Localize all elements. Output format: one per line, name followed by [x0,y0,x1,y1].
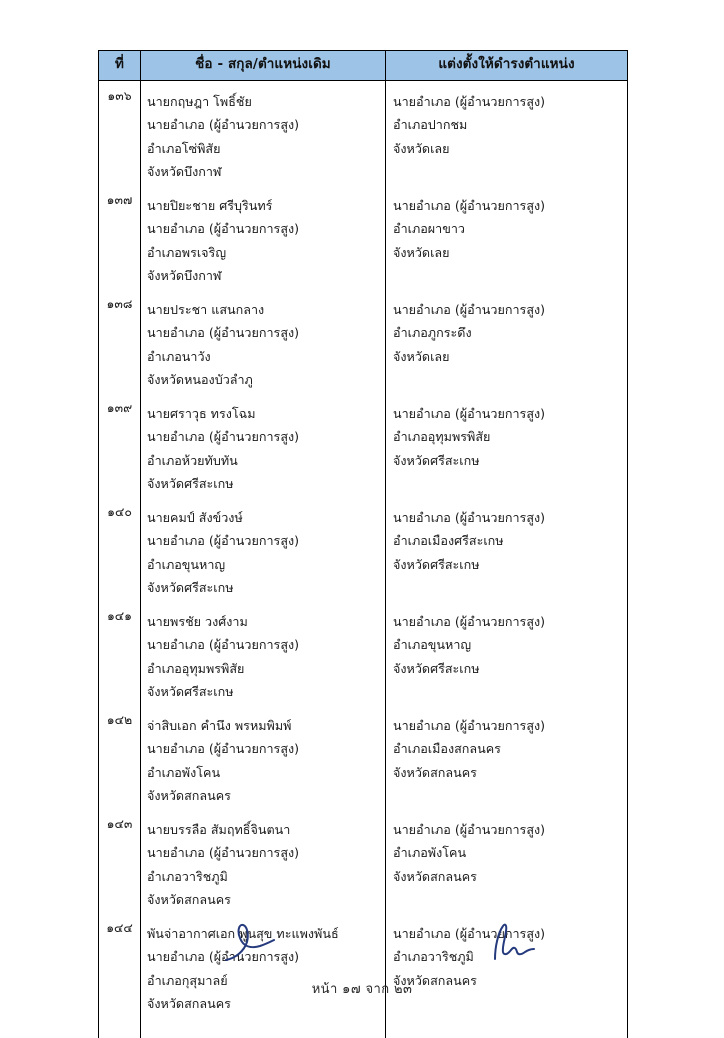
position-title: นายอำเภอ (ผู้อำนวยการสูง) [147,949,300,965]
row-index-value: ๑๓๖ [107,87,132,103]
position-title: นายอำเภอ (ผู้อำนวยการสูง) [393,717,546,733]
person-name: นายบรรลือ สัมฤทธิ์จินตนา [147,821,291,837]
province: จังหวัดสกลนคร [393,972,477,988]
position-title: นายอำเภอ (ผู้อำนวยการสูง) [393,197,546,213]
person-name: จ่าสิบเอก คำนึง พรหมพิมพ์ [147,717,292,733]
district: อำเภอนาวัง [147,348,211,364]
position-title: นายอำเภอ (ผู้อำนวยการสูง) [147,845,300,861]
row-index-value: ๑๔๓ [106,815,133,831]
table-row [99,185,628,289]
row-index-cell [99,185,141,289]
province: จังหวัดศรีสะเกษ [147,476,234,492]
province: จังหวัดบึงกาฬ [147,164,222,180]
position-title: นายอำเภอ (ผู้อำนวยการสูง) [147,533,300,549]
appointment-roster-table [98,50,628,1038]
row-index-cell [99,393,141,497]
row-index-value: ๑๔๑ [106,607,133,623]
province: จังหวัดศรีสะเกษ [147,580,234,596]
row-new-position-cell [386,705,628,809]
row-index-value: ๑๔๔ [106,919,133,935]
district: อำเภออุทุมพรพิสัย [393,429,491,445]
province: จังหวัดเลย [393,244,450,260]
table-row [99,393,628,497]
province: จังหวัดเลย [393,348,450,364]
province: จังหวัดศรีสะเกษ [393,556,480,572]
row-current-position-cell [141,601,386,705]
position-title: นายอำเภอ (ผู้อำนวยการสูง) [393,613,546,629]
province: จังหวัดเลย [393,140,450,156]
district: อำเภอขุนหาญ [393,637,472,653]
column-header-current-position: ชื่อ - สกุล/ตำแหน่งเดิม [141,51,386,81]
position-title: นายอำเภอ (ผู้อำนวยการสูง) [393,93,546,109]
position-title: นายอำเภอ (ผู้อำนวยการสูง) [147,117,300,133]
row-new-position-cell [386,289,628,393]
district: อำเภออุทุมพรพิสัย [147,660,245,676]
page-number-footer: หน้า ๑๗ จาก ๒๓ [311,982,413,997]
position-title: นายอำเภอ (ผู้อำนวยการสูง) [147,637,300,653]
row-index-value: ๑๓๘ [106,295,133,311]
district: อำเภอกุสุมาลย์ [147,972,228,988]
row-current-position-cell [141,705,386,809]
district: อำเภอห้วยทับทัน [147,452,238,468]
position-title: นายอำเภอ (ผู้อำนวยการสูง) [147,741,300,757]
row-index-value: ๑๓๗ [106,191,133,207]
table-rule-tail [99,1017,628,1038]
position-title: นายอำเภอ (ผู้อำนวยการสูง) [393,509,546,525]
row-current-position-cell [141,289,386,393]
person-name: นายประชา แสนกลาง [147,301,265,317]
person-name: นายพรชัย วงศ์งาม [147,613,248,629]
row-new-position-cell [386,393,628,497]
table-header [99,51,628,81]
position-title: นายอำเภอ (ผู้อำนวยการสูง) [393,405,546,421]
district: อำเภอผาขาว [393,221,466,237]
row-new-position-cell [386,497,628,601]
district: อำเภอเมืองศรีสะเกษ [393,533,504,549]
row-current-position-cell [141,497,386,601]
province: จังหวัดศรีสะเกษ [393,660,480,676]
person-name: นายคมป์ สังข์วงษ์ [147,509,243,525]
province: จังหวัดสกลนคร [147,892,231,908]
district: อำเภอขุนหาญ [147,556,226,572]
province: จังหวัดสกลนคร [147,996,231,1012]
province: จังหวัดศรีสะเกษ [393,452,480,468]
district: อำเภอโซ่พิสัย [147,140,221,156]
district: อำเภอพังโคน [147,764,221,780]
table-row [99,913,628,1017]
position-title: นายอำเภอ (ผู้อำนวยการสูง) [393,301,546,317]
district: อำเภอภูกระดึง [393,325,472,341]
table-header-row [99,51,628,81]
row-index-value: ๑๔๒ [106,711,133,727]
table-row [99,497,628,601]
table-row [99,705,628,809]
row-index-cell [99,80,141,185]
province: จังหวัดสกลนคร [147,788,231,804]
district: อำเภอพังโคน [393,845,467,861]
district: อำเภอวาริชภูมิ [147,868,228,884]
row-index-cell [99,601,141,705]
position-title: นายอำเภอ (ผู้อำนวยการสูง) [393,925,546,941]
row-current-position-cell [141,913,386,1017]
row-new-position-cell [386,913,628,1017]
table-row [99,601,628,705]
row-index-value: ๑๓๙ [106,399,133,415]
province: จังหวัดสกลนคร [393,764,477,780]
person-name: นายศราวุธ ทรงโฉม [147,405,256,421]
row-index-cell [99,705,141,809]
row-index-cell [99,913,141,1017]
position-title: นายอำเภอ (ผู้อำนวยการสูง) [147,429,300,445]
row-new-position-cell [386,80,628,185]
table-body [99,80,628,1038]
row-index-value: ๑๔๐ [107,503,132,519]
province: จังหวัดสกลนคร [393,868,477,884]
row-current-position-cell [141,80,386,185]
column-header-new-position: แต่งตั้งให้ดำรงตำแหน่ง [386,51,628,81]
table-row [99,289,628,393]
province: จังหวัดหนองบัวลำภู [147,372,253,388]
row-current-position-cell [141,393,386,497]
district: อำเภอเมืองสกลนคร [393,741,501,757]
district: อำเภอวาริชภูมิ [393,949,474,965]
row-current-position-cell [141,185,386,289]
rule-tail-to [386,1017,628,1038]
rule-tail-index [99,1017,141,1038]
row-index-cell [99,497,141,601]
row-current-position-cell [141,809,386,913]
province: จังหวัดบึงกาฬ [147,268,222,284]
row-new-position-cell [386,601,628,705]
province: จังหวัดศรีสะเกษ [147,684,234,700]
column-header-index: ที่ [99,51,141,81]
row-new-position-cell [386,809,628,913]
person-name: นายปิยะชาย ศรีบุรินทร์ [147,197,273,213]
table-row [99,80,628,185]
row-index-cell [99,809,141,913]
position-title: นายอำเภอ (ผู้อำนวยการสูง) [393,821,546,837]
row-new-position-cell [386,185,628,289]
table-row [99,809,628,913]
row-index-cell [99,289,141,393]
district: อำเภอปากชม [393,117,468,133]
position-title: นายอำเภอ (ผู้อำนวยการสูง) [147,221,300,237]
position-title: นายอำเภอ (ผู้อำนวยการสูง) [147,325,300,341]
rule-tail-from [141,1017,386,1038]
district: อำเภอพรเจริญ [147,244,227,260]
person-name: พันจ่าอากาศเอก พูนสุข ทะแพงพันธ์ [147,925,339,941]
person-name: นายกฤษฎา โพธิ์ชัย [147,93,252,109]
